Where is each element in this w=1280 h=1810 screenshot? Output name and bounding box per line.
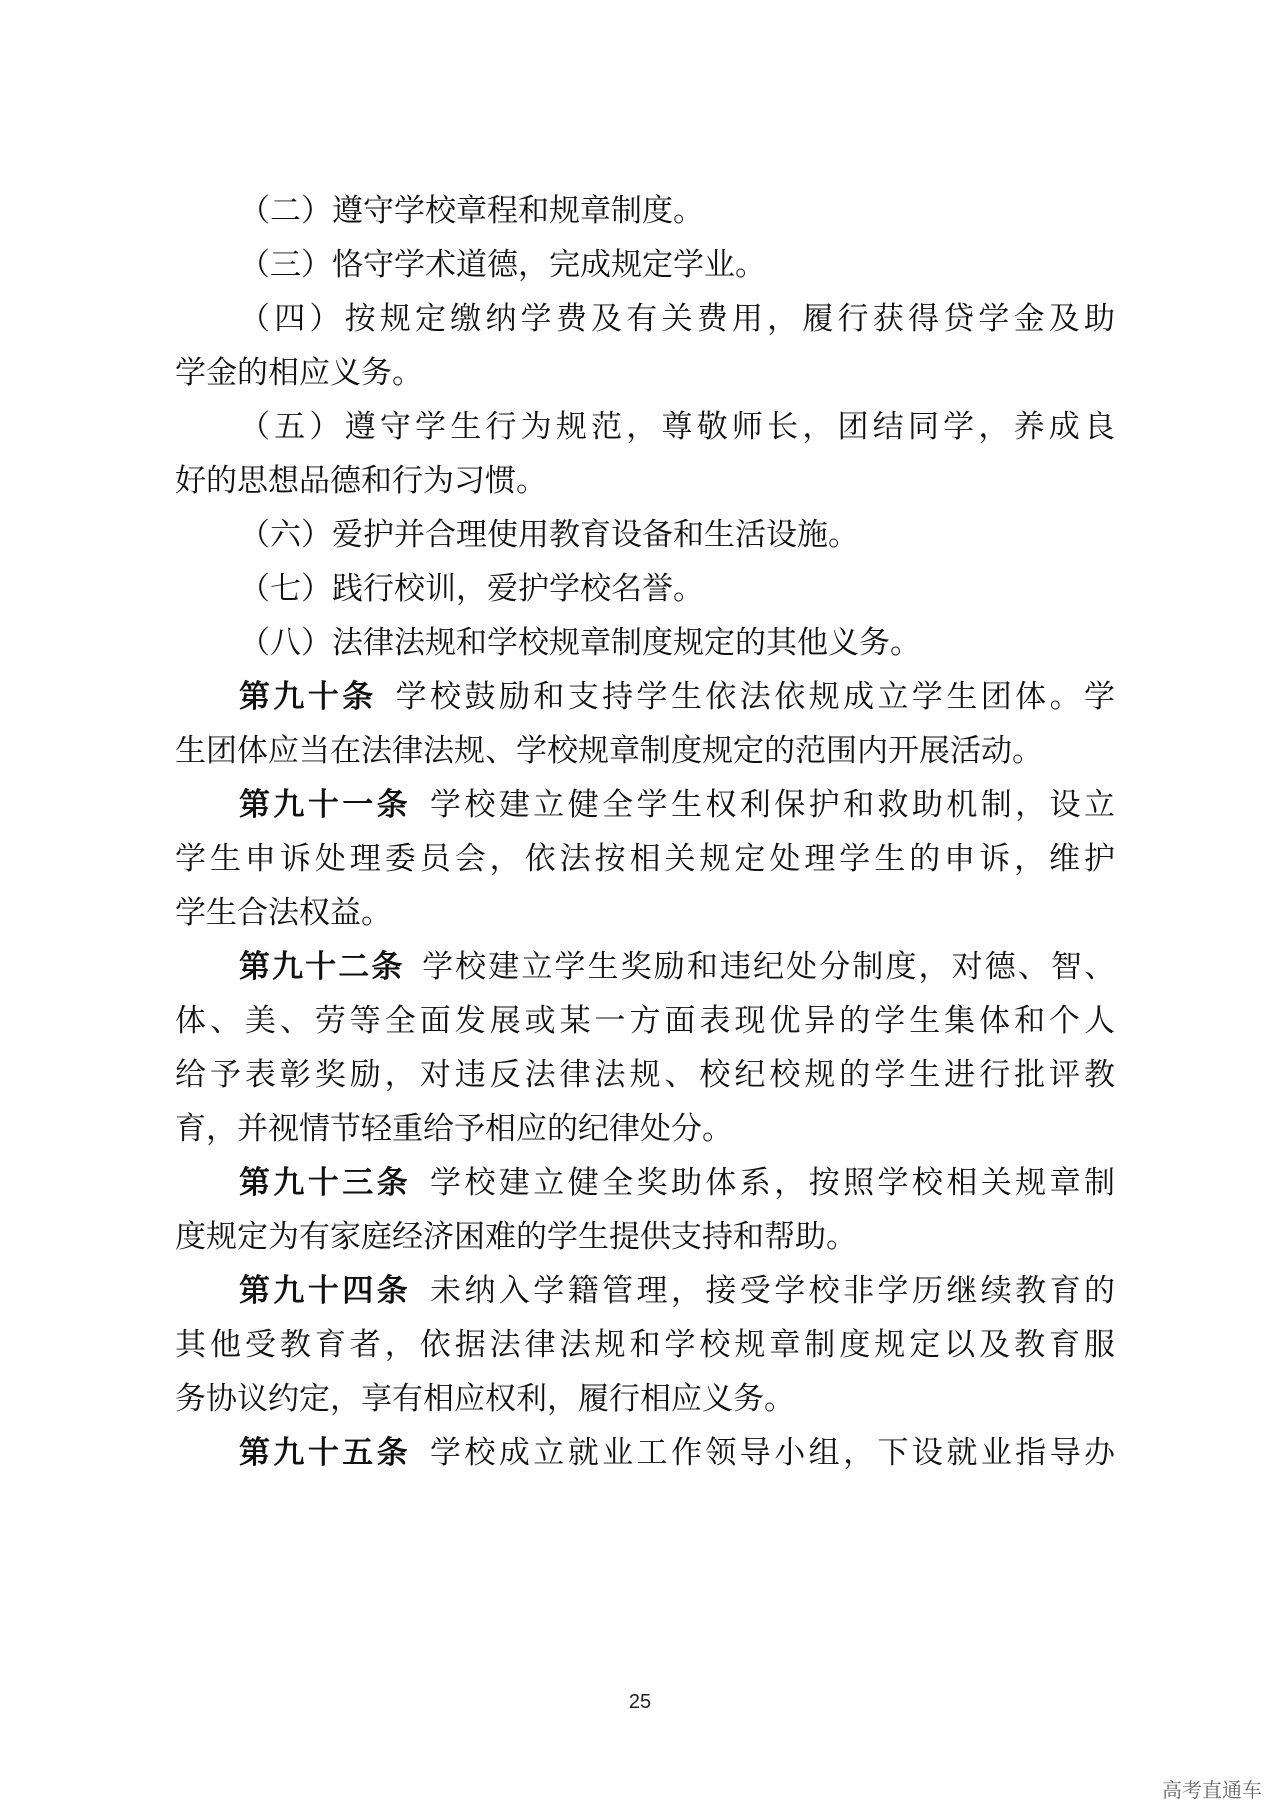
text-line: 度规定为有家庭经济困难的学生提供支持和帮助。 [175,1219,857,1255]
text-line: （七）践行校训，爱护学校名誉。 [239,571,704,607]
article-heading: 第九十一条 [239,787,412,823]
article-first-line: 第九十三条 学校建立健全奖助体系，按照学校相关规章制 [239,1165,1116,1201]
text-line: （四）按规定缴纳学费及有关费用，履行获得贷学金及助 [239,301,1115,337]
article-heading: 第九十条 [239,679,377,715]
text-line: 生团体应当在法律法规、学校规章制度规定的范围内开展活动。 [175,733,1043,769]
article-heading: 第九十五条 [239,1435,412,1471]
text-line: （六）爱护并合理使用教育设备和生活设施。 [239,517,859,553]
text-line: 给予表彰奖励，对违反法律法规、校纪校规的学生进行批评教 [175,1057,1115,1093]
article-first-line: 第九十一条 学校建立健全学生权利保护和救助机制，设立 [239,787,1116,823]
article-first-line: 第九十五条 学校成立就业工作领导小组，下设就业指导办 [239,1435,1116,1471]
article-first-line: 第九十条 学校鼓励和支持学生依法依规成立学生团体。学 [239,679,1116,715]
text-line: （八）法律法规和学校规章制度规定的其他义务。 [239,625,921,661]
text-line: 育，并视情节轻重给予相应的纪律处分。 [175,1111,733,1147]
text-line: （三）恪守学术道德，完成规定学业。 [239,247,766,283]
text-line: 学生合法权益。 [175,895,392,931]
text-line: 学生申诉处理委员会，依法按相关规定处理学生的申诉，维护 [175,841,1115,877]
article-first-line: 第九十四条 未纳入学籍管理，接受学校非学历继续教育的 [239,1273,1116,1309]
article-first-line: 第九十二条 学校建立学生奖励和违纪处分制度，对德、智、 [239,949,1116,985]
article-heading: 第九十四条 [239,1273,412,1309]
text-line: 体、美、劳等全面发展或某一方面表现优异的学生集体和个人 [175,1003,1115,1039]
text-line: 其他受教育者，依据法律法规和学校规章制度规定以及教育服 [175,1327,1115,1363]
text-line: 好的思想品德和行为习惯。 [175,463,547,499]
text-line: （五）遵守学生行为规范，尊敬师长，团结同学，养成良 [239,409,1115,445]
text-line: 务协议约定，享有相应权利，履行相应义务。 [175,1381,795,1417]
text-line: 学金的相应义务。 [175,355,423,391]
text-line: （二）遵守学校章程和规章制度。 [239,193,704,229]
page-number: 25 [628,1691,652,1713]
article-heading: 第九十三条 [239,1165,412,1201]
article-heading: 第九十二条 [239,949,405,985]
watermark-text: 高考直通车 [1162,1778,1262,1802]
